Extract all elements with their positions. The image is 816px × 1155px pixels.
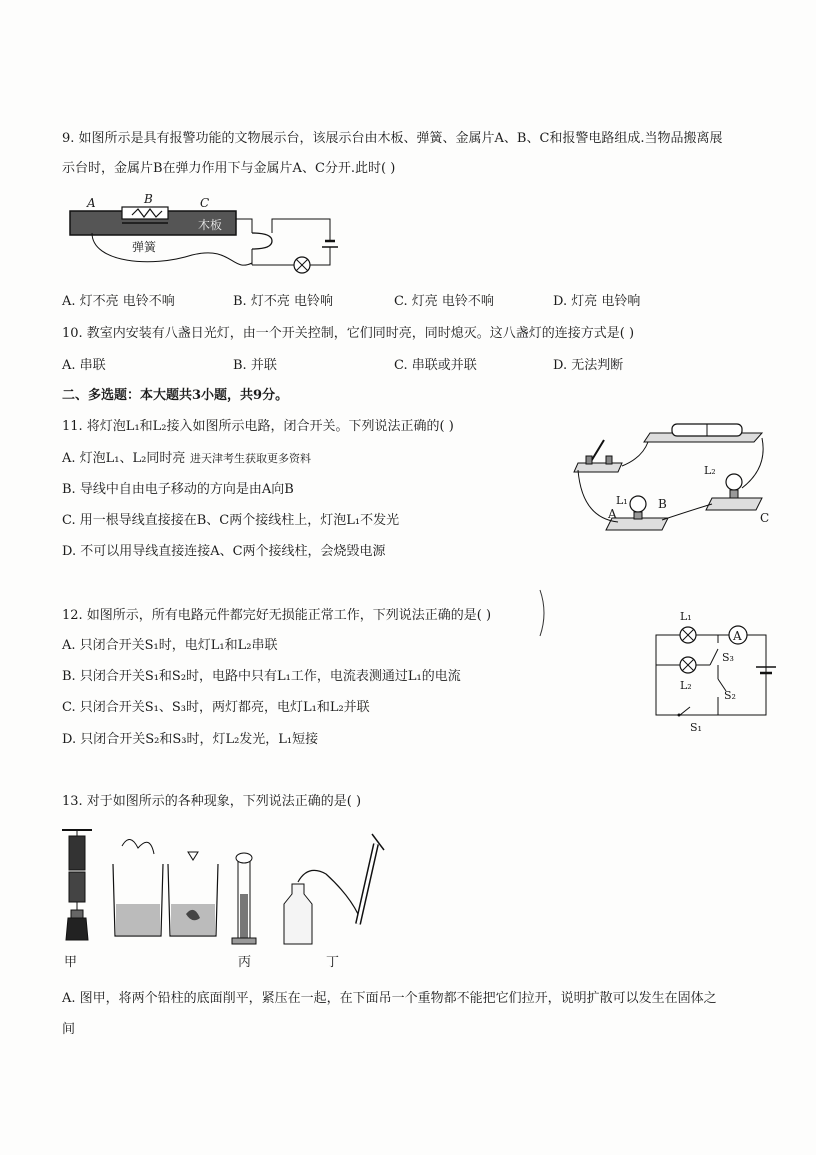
q12-option-d[interactable]: D. 只闭合开关S₂和S₃时，灯L₂发光，L₁短接 — [62, 732, 319, 747]
q10-option-a[interactable]: A. 串联 — [62, 358, 106, 373]
q9-label-b: B — [144, 192, 153, 206]
q9-option-d[interactable]: D. 灯亮 电铃响 — [553, 294, 641, 309]
q9-option-b[interactable]: B. 灯不亮 电铃响 — [233, 294, 333, 309]
q9-option-c[interactable]: C. 灯亮 电铃不响 — [394, 294, 494, 309]
watermark-text: 进天津考生获取更多资料 — [190, 452, 311, 465]
q9-label-board: 木板 — [198, 218, 223, 232]
q11-option-a[interactable]: A. 灯泡L₁、L₂同时亮 — [62, 451, 186, 466]
q11-label-b: B — [658, 497, 667, 511]
q9-label-a: A — [87, 196, 96, 210]
q11-option-c[interactable]: C. 用一根导线直接接在B、C两个接线柱上，灯泡L₁不发光 — [62, 513, 400, 528]
q12-label-s1: S₁ — [690, 721, 702, 734]
q9-label-spring: 弹簧 — [132, 240, 157, 254]
q12-option-a[interactable]: A. 只闭合开关S₁时，电灯L₁和L₂串联 — [62, 638, 278, 653]
q13-option-a-line2: 间 — [62, 1022, 76, 1037]
q12-side-bracket — [538, 588, 550, 638]
q10-stem: 10. 教室内安装有八盏日光灯，由一个开关控制，它们同时亮，同时熄灭。这八盏灯的连接方式是( ) — [62, 326, 635, 341]
q11-label-l1: L₁ — [616, 494, 628, 507]
q13-stem: 13. 对于如图所示的各种现象，下列说法正确的是( ) — [62, 794, 362, 809]
q9-stem-line1: 9. 如图所示是具有报警功能的文物展示台，该展示台由木板、弹簧、金属片A、B、C和报警电路组成.当物品搬离展 — [62, 131, 723, 146]
q11-label-l2: L₂ — [704, 464, 716, 477]
q9-display-stand-figure — [62, 193, 352, 283]
q10-option-c[interactable]: C. 串联或并联 — [394, 358, 477, 373]
q12-label-ammeter: A — [733, 629, 742, 643]
q12-label-l2: L₂ — [680, 679, 692, 692]
q12-label-l1: L₁ — [680, 610, 692, 623]
q13-label-bing: 丙 — [238, 955, 252, 970]
q12-option-c[interactable]: C. 只闭合开关S₁、S₃时，两灯都亮，电灯L₁和L₂并联 — [62, 700, 370, 715]
q12-label-s2: S₂ — [724, 689, 736, 702]
q13-label-jia: 甲 — [64, 955, 78, 970]
q11-stem: 11. 将灯泡L₁和L₂接入如图所示电路，闭合开关。下列说法正确的( ) — [62, 419, 454, 434]
q9-option-a[interactable]: A. 灯不亮 电铃不响 — [62, 294, 175, 309]
q12-stem: 12. 如图所示，所有电路元件都完好无损能正常工作，下列说法正确的是( ) — [62, 608, 492, 623]
q11-label-a: A — [608, 507, 617, 521]
q11-label-c: C — [760, 511, 770, 525]
q9-label-c: C — [200, 196, 210, 210]
q12-circuit-diagram — [650, 605, 780, 735]
q11-option-b[interactable]: B. 导线中自由电子移动的方向是由A向B — [62, 482, 294, 497]
q12-label-s3: S₃ — [722, 651, 734, 664]
q9-stem-line2: 示台时，金属片B在弹力作用下与金属片A、C分开.此时( ) — [62, 161, 396, 176]
q10-option-b[interactable]: B. 并联 — [233, 358, 277, 373]
q11-option-d[interactable]: D. 不可以用导线直接连接A、C两个接线柱，会烧毁电源 — [62, 544, 386, 559]
section-multiple-choice-heading: 二、多选题：本大题共3小题，共9分。 — [62, 388, 289, 403]
q13-phenomena-figure — [58, 824, 418, 974]
q12-option-b[interactable]: B. 只闭合开关S₁和S₂时，电路中只有L₁工作，电流表测通过L₁的电流 — [62, 669, 461, 684]
q13-label-ding: 丁 — [326, 955, 340, 970]
q13-option-a-line1[interactable]: A. 图甲，将两个铅柱的底面削平，紧压在一起，在下面吊一个重物都不能把它们拉开，说明扩散可以发生在固体之 — [62, 991, 717, 1006]
q11-circuit-figure — [572, 418, 772, 548]
q10-option-d[interactable]: D. 无法判断 — [553, 358, 624, 373]
